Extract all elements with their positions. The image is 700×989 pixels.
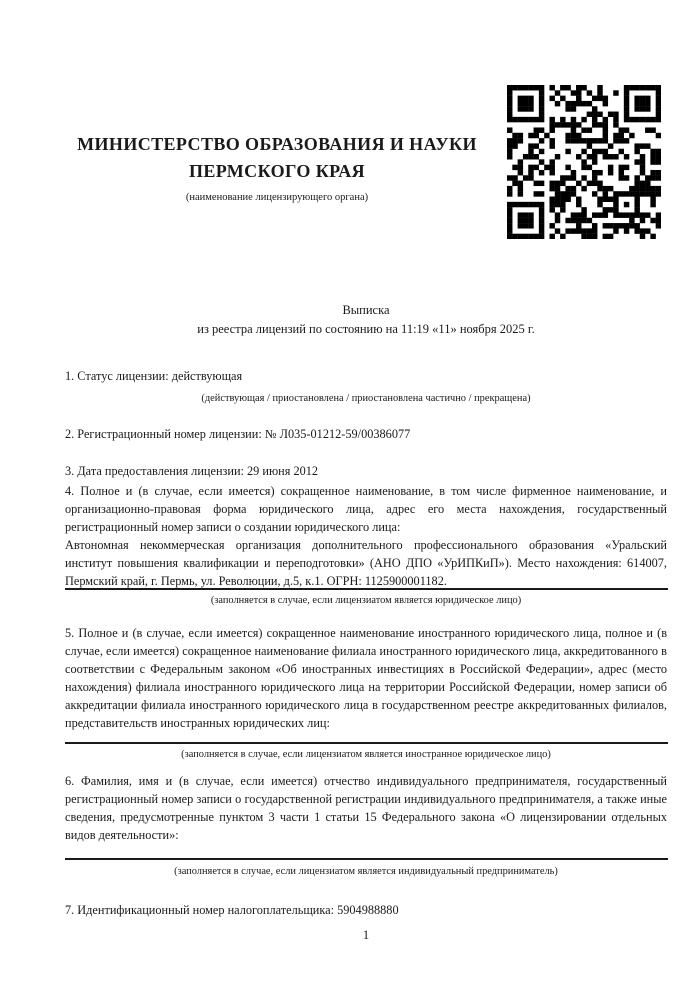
item-3-text: 3. Дата предоставления лицензии: 29 июня 2012 [65,464,319,478]
item-5-caption: (заполняется в случае, если лицензиатом является иностранное юридическое лицо) [181,749,551,760]
item-7-text: 7. Идентификационный номер налогоплательщика: 5904988880 [65,903,399,917]
item-5-fill-line [65,742,668,744]
document-title-line1: Выписка [342,303,390,317]
item-2-text: 2. Регистрационный номер лицензии: № Л035-01212-59/00386077 [65,427,411,441]
ministry-name-line1: МИНИСТЕРСТВО ОБРАЗОВАНИЯ И НАУКИ [77,134,477,154]
item-4-value: Автономная некоммерческая организация дополнительного профессионального образования «Уральский институт повышения квалификации и переподготовки» (АНО ДПО «УрИПКиП»). Место нахождения: 614007, Пермский край, г. Пермь, ул. Революции, д.5, к.1. ОГРН: 1125900001182. [65,538,667,588]
item-4-label: 4. Полное и (в случае, если имеется) сокращенное наименование, в том числе фирменное наименование, и организационно-правовая форма юридического лица, адрес его места нахождения, государственный регистрационный номер записи о создании юридического лица: [65,484,667,534]
item-2-registration-number [65,425,667,443]
document-title-line2: из реестра лицензий по состоянию на 11:19 «11» ноября 2025 г. [197,322,535,336]
item-5-foreign-entity [65,624,667,732]
item-1-status-options-caption: (действующая / приостановлена / приостановлена частично / прекращена) [201,393,531,404]
item-1-text: 1. Статус лицензии: действующая [65,369,243,383]
item-7-taxpayer-number [65,901,667,919]
licensing-authority-header [65,131,489,204]
ministry-name-line2: ПЕРМСКОГО КРАЯ [188,161,366,181]
item-3-license-date [65,462,667,480]
item-6-label: 6. Фамилия, имя и (в случае, если имеется) отчество индивидуального предпринимателя, государственный регистрационный номер записи о государственной регистрации индивидуального предпринимателя, а также иные сведения, предусмотренные пунктом 3 части 1 статьи 15 Федерального закона «О лицензировании отдельных видов деятельности»: [65,774,667,842]
licensing-authority-caption: (наименование лицензирующего органа) [185,192,369,203]
item-6-caption: (заполняется в случае, если лицензиатом является индивидуальный предприниматель) [174,866,558,877]
document-title [65,301,667,339]
qr-code [507,85,661,239]
item-4-caption: (заполняется в случае, если лицензиатом является юридическое лицо) [210,595,522,606]
item-4-fill-line [65,588,668,590]
item-6-fill-line [65,858,668,860]
page-number: 1 [362,928,370,942]
item-1-license-status [65,367,667,385]
item-5-label: 5. Полное и (в случае, если имеется) сокращенное наименование иностранного юридического лица, полное и (в случае, если имеется) сокращенное наименование филиала иностранного юридического лица, аккредитованного в соответствии с Федеральным законом «Об иностранных инвестициях в Российской Федерации», адрес (место нахождения) филиала иностранного юридического лица на территории Российской Федерации, номер записи об аккредитации филиала иностранного юридического лица в государственном реестре аккредитованных филиалов, представительств иностранных юридических лиц: [65,626,667,730]
item-6-individual-entrepreneur [65,772,667,844]
item-4-legal-entity [65,482,667,590]
